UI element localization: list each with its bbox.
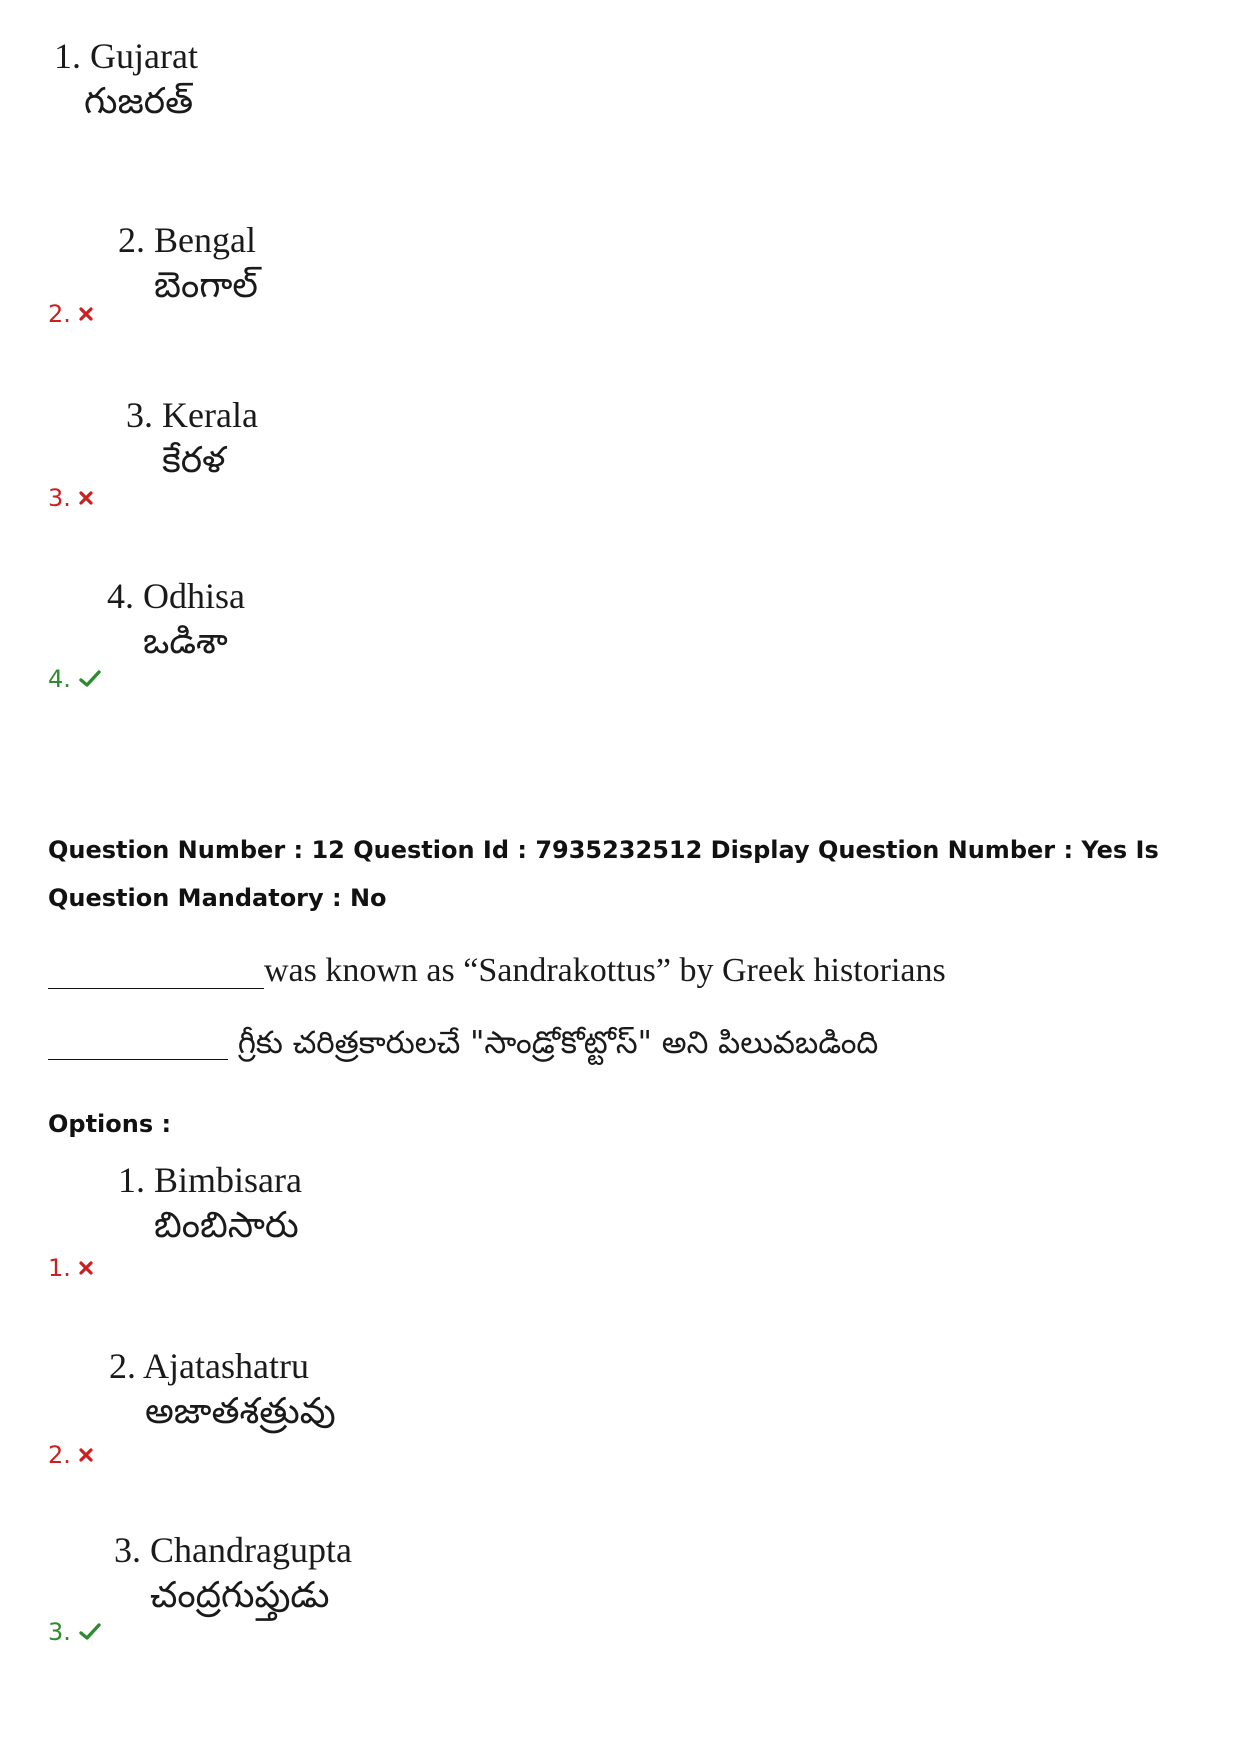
question-text-te: గ్రీకు చరిత్రకారులచే "సాండ్రోకోట్టోస్" అని పిలువబడింది [237,1025,879,1061]
option-english: 4. Odhisa [107,576,245,616]
option-number: 3. [48,1618,71,1646]
answer-blank [48,1028,228,1060]
check-icon [79,670,101,688]
cross-icon [79,1261,93,1275]
cross-icon [79,491,93,505]
option-marker [48,486,93,510]
option-english: 2. Ajatashatru [109,1346,309,1386]
answer-blank [48,954,264,989]
option-number: 2. [48,300,71,328]
option-telugu: చంద్రగుప్తుడు [150,1575,330,1616]
option-marker [48,1620,101,1644]
cross-icon [79,1448,93,1462]
option-telugu: కేరళ [162,440,226,481]
option-telugu: బెంగాల్ [154,265,258,306]
option-english: 1. Gujarat [54,36,198,76]
option-number: 4. [48,665,71,693]
option-english: 3. Kerala [126,395,258,435]
prev-option-4 [107,578,245,660]
option-marker [48,302,93,326]
option-telugu: ఒడిశా [143,621,228,662]
option-telugu: గుజరత్ [84,81,194,122]
option-number: 3. [48,484,71,512]
option-marker [48,667,101,691]
option-number: 1. [48,1254,71,1282]
prev-option-2 [118,222,258,304]
prev-option-1 [54,38,198,120]
option-marker [48,1443,93,1467]
prev-option-3 [126,397,258,479]
option-english: 1. Bimbisara [118,1160,302,1200]
option-1 [118,1162,302,1244]
cross-icon [79,307,93,321]
question-text-telugu [48,1025,879,1061]
question-header: Question Number : 12 Question Id : 7935232512 Display Question Number : Yes Is Question Mandatory : No [48,836,1159,912]
check-icon [79,1623,101,1641]
option-2 [109,1348,336,1430]
option-telugu: అజాతశత్రువు [145,1391,336,1432]
question-text-english [48,954,946,989]
option-marker [48,1256,93,1280]
option-english: 3. Chandragupta [114,1530,352,1570]
option-3 [114,1532,352,1614]
question-text-en: was known as “Sandrakottus” by Greek historians [264,952,946,989]
option-telugu: బింబిసారు [154,1205,299,1246]
option-english: 2. Bengal [118,220,256,260]
options-label: Options : [48,1110,172,1138]
option-number: 2. [48,1441,71,1469]
